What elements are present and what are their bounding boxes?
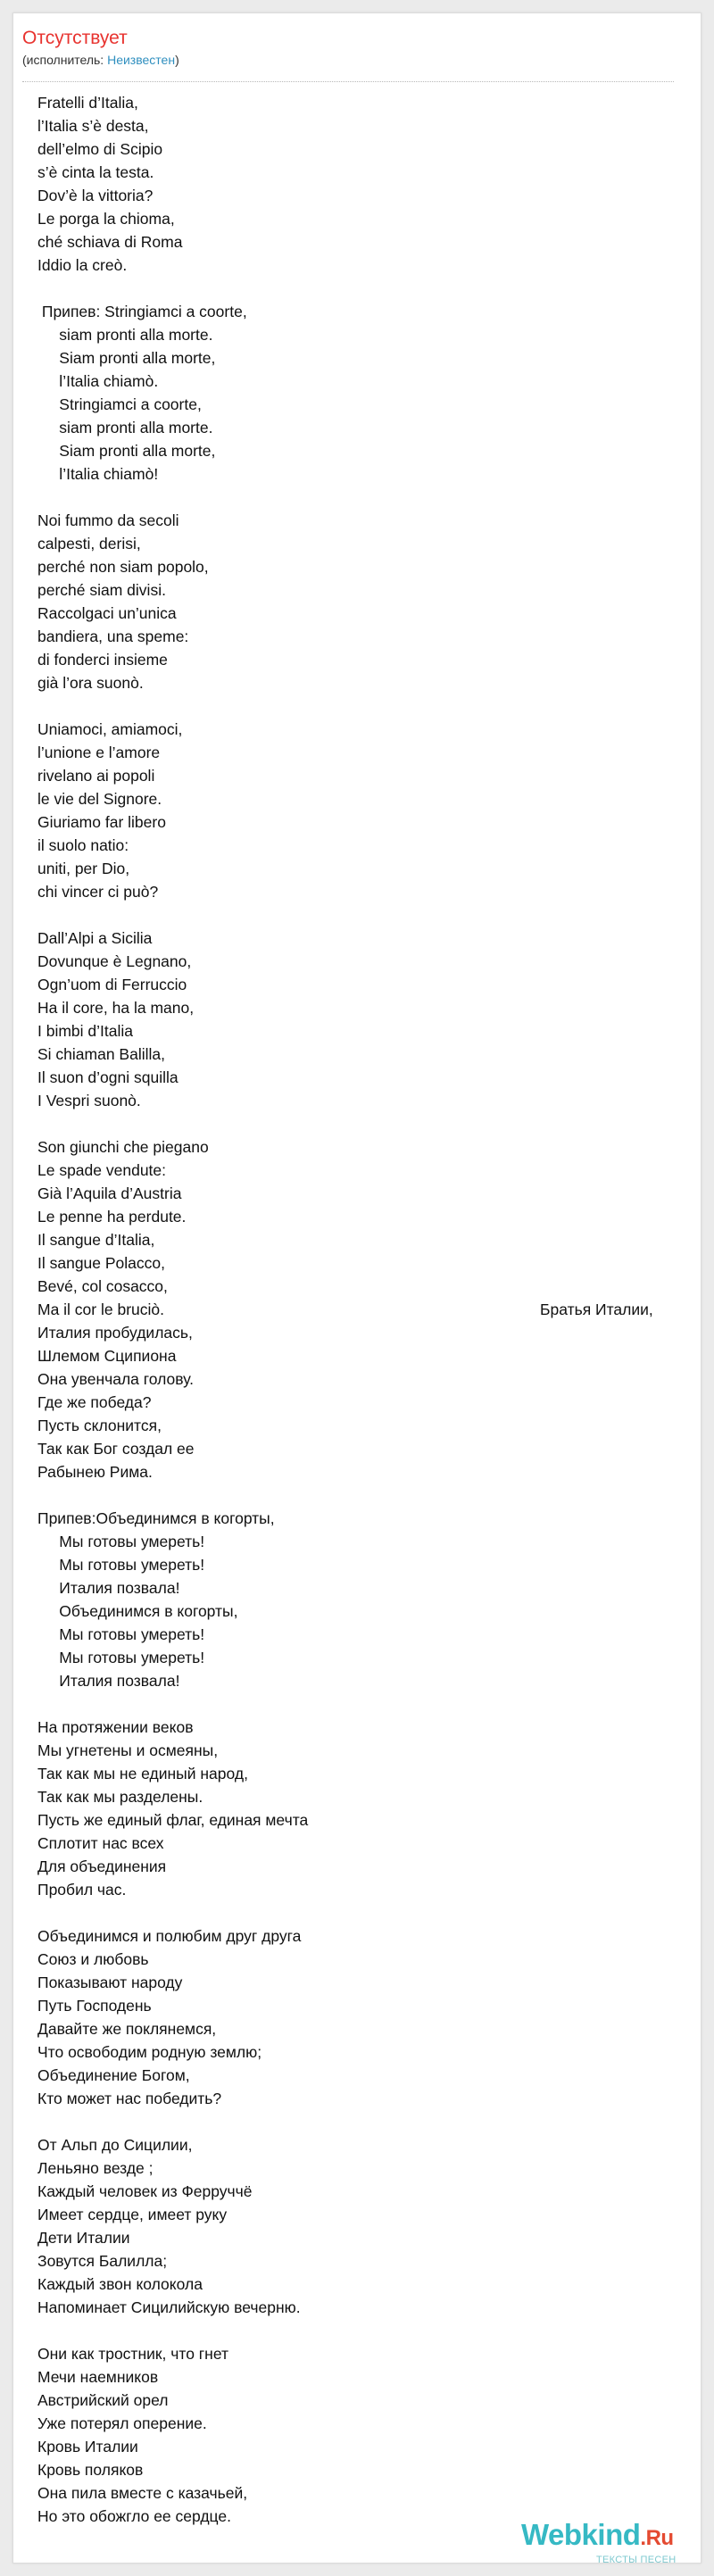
lyric-line (37, 1483, 662, 1507)
lyric-line: Шлемом Сципиона (37, 1347, 177, 1365)
lyric-line: ché schiava di Roma (37, 233, 183, 251)
lyric-line (37, 2110, 662, 2133)
lyric-line (37, 1112, 662, 1135)
lyric-line: Припев:Объединимся в когорты, (37, 1509, 275, 1527)
performer-suffix: ) (175, 53, 179, 67)
lyric-line: Напоминает Сицилийскую вечерню. (37, 2298, 301, 2316)
lyric-line: Ha il core, ha la mano, (37, 999, 195, 1017)
lyric-line: I bimbi d’Italia (37, 1022, 133, 1040)
lyric-line: Noi fummo da secoli (37, 511, 179, 529)
lyric-line: Raccolgaci un’unica (37, 604, 177, 622)
lyric-line: Так как мы разделены. (37, 1788, 203, 1806)
lyric-line: Мечи наемников (37, 2368, 159, 2386)
lyric-line: Siam pronti alla morte, (37, 442, 216, 460)
lyric-line: perché non siam popolo, (37, 558, 209, 576)
song-header (22, 27, 674, 68)
lyric-line: Где же победа? (37, 1393, 152, 1411)
lyric-line (37, 486, 662, 509)
lyric-line: Ogn’uom di Ferruccio (37, 976, 187, 993)
lyric-line: Австрийский орел (37, 2391, 169, 2409)
lyric-line (37, 1901, 662, 1924)
lyric-line: siam pronti alla morte. (37, 326, 213, 344)
logo-name: Webkind (521, 2518, 641, 2551)
lyric-line: Bevé, col cosacco, (37, 1277, 168, 1295)
lyric-line: le vie del Signore. (37, 790, 162, 808)
lyric-line: Уже потерял оперение. (37, 2414, 207, 2432)
lyric-line (37, 694, 662, 718)
lyric-line: Пробил час. (37, 1881, 127, 1899)
lyric-line: s’è cinta la testa. (37, 163, 154, 181)
lyric-line: Dall’Alpi a Sicilia (37, 929, 153, 947)
lyric-line: Италия пробудилась, (37, 1324, 193, 1342)
lyric-line: Stringiamci a coorte, (37, 395, 202, 413)
lyric-line: Она пила вместе с казачьей, (37, 2484, 248, 2502)
lyric-line: Мы готовы умереть! (37, 1625, 205, 1643)
lyric-line: Мы готовы умереть! (37, 1556, 205, 1574)
lyric-line: Giuriamo far libero (37, 813, 166, 831)
lyric-line: Для объединения (37, 1857, 167, 1875)
lyric-line: l’Italia chiamò! (37, 465, 159, 483)
lyric-line: Siam pronti alla morte, (37, 349, 216, 367)
lyric-line: di fonderci insieme (37, 651, 168, 669)
webkind-logo[interactable] (521, 2519, 700, 2569)
lyric-line (37, 2319, 662, 2342)
lyric-line: Iddio la creò. (37, 256, 128, 274)
lyric-line: Она увенчала голову. (37, 1370, 195, 1388)
performer-link[interactable]: Неизвестен (107, 53, 176, 67)
lyric-line: Так как Бог создал ее (37, 1440, 195, 1458)
lyric-line: perché siam divisi. (37, 581, 166, 599)
lyric-line: Сплотит нас всех (37, 1834, 164, 1852)
lyric-line: l’unione e l’amore (37, 744, 161, 761)
lyric-line: bandiera, una speme: (37, 627, 189, 645)
lyric-line: Uniamoci, amiamoci, (37, 720, 183, 738)
lyric-line: Они как тростник, что гнет (37, 2345, 229, 2363)
lyric-line: Каждый звон колокола (37, 2275, 203, 2293)
logo-wordmark (521, 2519, 700, 2555)
translation-title-note: Братья Италии, (540, 1300, 653, 1318)
lyric-line: Что освободим родную землю; (37, 2043, 262, 2061)
logo-tld: .Ru (640, 2526, 674, 2550)
lyric-line: Il sangue d’Italia, (37, 1231, 155, 1249)
lyric-line: chi vincer ci può? (37, 883, 159, 901)
lyric-line: dell’elmo di Scipio (37, 140, 163, 158)
lyric-line: Зовутся Балилла; (37, 2252, 168, 2270)
lyric-line: Так как мы не единый народ, (37, 1765, 248, 1782)
lyric-line: siam pronti alla morte. (37, 419, 213, 436)
lyric-line: Италия позвала! (37, 1579, 180, 1597)
lyric-line: Путь Господень (37, 1997, 152, 2015)
lyric-line: I Vespri suonò. (37, 1092, 141, 1109)
lyric-line: Son giunchi che piegano (37, 1138, 209, 1156)
lyric-line: Il suon d’ogni squilla (37, 1068, 178, 1086)
lyric-line: Леньяно везде ; (37, 2159, 154, 2177)
lyric-line: Италия позвала! (37, 1672, 180, 1690)
lyric-line: rivelano ai popoli (37, 767, 155, 785)
lyric-line (37, 903, 662, 927)
lyric-line: Каждый человек из Ферруччё (37, 2182, 253, 2200)
lyric-line: Ma il cor le bruciò. (37, 1300, 164, 1318)
lyric-line: Fratelli d’Italia, (37, 94, 138, 112)
lyric-line: Il sangue Polacco, (37, 1254, 166, 1272)
lyric-line: Рабынею Рима. (37, 1463, 153, 1481)
lyric-line: Le spade vendute: (37, 1161, 167, 1179)
lyric-line: Дети Италии (37, 2229, 130, 2247)
lyric-line: Кровь поляков (37, 2461, 144, 2479)
performer-prefix: (исполнитель: (22, 53, 108, 67)
lyric-line: Имеет сердце, имеет руку (37, 2206, 228, 2223)
lyric-line: Le porga la chioma, (37, 210, 175, 228)
lyric-line: Мы готовы умереть! (37, 1533, 205, 1550)
lyric-line: Союз и любовь (37, 1950, 149, 1968)
lyric-line: Кровь Италии (37, 2438, 138, 2456)
performer-line (22, 52, 674, 68)
lyric-line: Объединение Богом, (37, 2066, 190, 2084)
lyric-line: Пусть склонится, (37, 1417, 162, 1434)
lyric-line: il suolo natio: (37, 836, 129, 854)
lyric-line: На протяжении веков (37, 1718, 194, 1736)
lyric-line: Кто может нас победить? (37, 2090, 222, 2107)
lyric-line: Le penne ha perdute. (37, 1208, 187, 1226)
song-title: Отсутствует (22, 28, 128, 48)
lyric-line: uniti, per Dio, (37, 860, 130, 877)
lyric-line: l’Italia chiamò. (37, 372, 159, 390)
header-divider (22, 81, 674, 82)
lyric-line: calpesti, derisi, (37, 535, 141, 553)
lyric-line (37, 1692, 662, 1716)
lyric-line: Давайте же поклянемся, (37, 2020, 217, 2038)
lyric-line: Пусть же единый флаг, единая мечта (37, 1811, 309, 1829)
lyric-line: l’Italia s’è desta, (37, 117, 149, 135)
lyric-line: Объединимся и полюбим друг друга (37, 1927, 302, 1945)
lyric-line: già l’ora suonò. (37, 674, 144, 692)
logo-tagline: ТЕКСТЫ ПЕСЕН (596, 2555, 677, 2565)
lyric-line (37, 277, 662, 300)
lyric-line: Но это обожгло ее сердце. (37, 2507, 231, 2525)
lyric-line: Показывают народу (37, 1974, 183, 1991)
lyric-line: Già l’Aquila d’Austria (37, 1184, 182, 1202)
lyric-line: Мы готовы умереть! (37, 1649, 205, 1666)
lyric-line: Мы угнетены и осмеяны, (37, 1741, 219, 1759)
lyric-line: Si chiaman Balilla, (37, 1045, 165, 1063)
lyric-line: Dov’è la vittoria? (37, 187, 154, 204)
lyric-line: От Альп до Сицилии, (37, 2136, 193, 2154)
lyric-line: Dovunque è Legnano, (37, 952, 192, 970)
lyric-line: Объединимся в когорты, (37, 1602, 238, 1620)
lyric-line: Припев: Stringiamci a coorte, (37, 303, 247, 320)
